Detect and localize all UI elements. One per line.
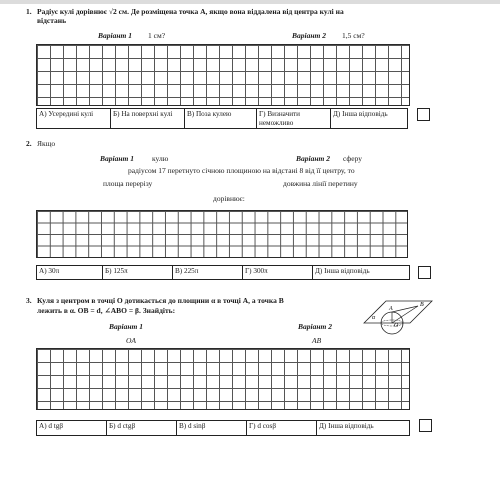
q2-variant2-label: Варіант 2 (296, 154, 330, 163)
q2-answer-options (36, 265, 410, 280)
q2-variant1-value: кулю (152, 154, 169, 163)
q2-variant2-value: сферу (343, 154, 363, 163)
q3-answer-grid[interactable] (36, 348, 410, 410)
q3-option-e[interactable]: Д) Інша відповідь (319, 422, 374, 430)
label-a: A (389, 306, 393, 312)
segment-ab (392, 306, 418, 312)
q3-variant1-value: OA (126, 336, 136, 345)
q1-variant1-value: 1 см? (148, 31, 166, 40)
q1-option-b[interactable]: Б) На поверхні кулі (111, 109, 185, 128)
q2-variant1-result: площа перерізу (103, 179, 153, 188)
q1-option-d[interactable]: Г) Визначити неможливо (257, 109, 331, 128)
sphere-plane-figure (360, 293, 436, 339)
segment-ob (392, 306, 418, 323)
q2-option-d[interactable]: Г) 300π (243, 266, 313, 279)
q2-option-a[interactable]: А) 30π (37, 266, 103, 279)
q1-number: 1. (26, 7, 32, 16)
q3-variant2-value: AB (312, 336, 322, 345)
q1-answer-options (36, 108, 408, 129)
q3-option-a[interactable]: А) d tgβ (37, 421, 107, 435)
q1-text-line1: Радіус кулі дорівнює √2 см. Де розміщена точка A, якщо вона віддалена від центра кулі на (37, 7, 344, 16)
q3-option-d[interactable]: Г) d cosβ (247, 421, 317, 435)
label-alpha: α (372, 315, 376, 321)
q1-variant2-label: Варіант 2 (292, 31, 326, 40)
q3-number: 3. (26, 296, 32, 305)
q3-answer-options (36, 420, 410, 436)
q1-variant2-value: 1,5 см? (342, 31, 365, 40)
q3-answer-checkbox[interactable] (419, 419, 432, 432)
q3-text-line1: Куля з центром в точці O дотикається до площини α в точці A, а точка B (37, 296, 284, 305)
q1-option-c[interactable]: В) Поза кулею (185, 109, 257, 128)
q3-variant2-label: Варіант 2 (298, 322, 332, 331)
top-edge-strip (0, 0, 500, 4)
q2-option-e[interactable]: Д) Інша відповідь (315, 267, 370, 275)
q2-option-c[interactable]: В) 225π (173, 266, 243, 279)
q3-option-c[interactable]: В) d sinβ (177, 421, 247, 435)
q2-answer-checkbox[interactable] (418, 266, 431, 279)
q2-option-b[interactable]: Б) 125π (103, 266, 173, 279)
q3-variant1-label: Варіант 1 (109, 322, 143, 331)
q2-middle-text: радіусом 17 перетнуто січною площиною на відстані 8 від її центру, то (128, 166, 355, 175)
label-b: B (420, 302, 424, 308)
q3-option-b[interactable]: Б) d ctgβ (107, 421, 177, 435)
q1-option-a[interactable]: А) Усередині кулі (37, 109, 111, 128)
q2-number: 2. (26, 139, 32, 148)
q1-answer-checkbox[interactable] (417, 108, 430, 121)
label-o: O (394, 323, 399, 329)
q1-text-line2: відстань (37, 16, 67, 25)
q2-equals: дорівнює: (213, 194, 245, 203)
q1-option-e[interactable]: Д) Інша відповідь (333, 110, 388, 118)
q2-variant2-result: довжина лінії перетину (283, 179, 358, 188)
q2-variant1-label: Варіант 1 (100, 154, 134, 163)
q3-text-line2: лежить в α. OB = d, ∠ABO = β. Знайдіть: (37, 306, 176, 315)
q1-answer-grid[interactable] (36, 44, 410, 106)
q2-text-intro: Якщо (37, 139, 56, 148)
q2-answer-grid[interactable] (36, 210, 408, 258)
q1-variant1-label: Варіант 1 (98, 31, 132, 40)
